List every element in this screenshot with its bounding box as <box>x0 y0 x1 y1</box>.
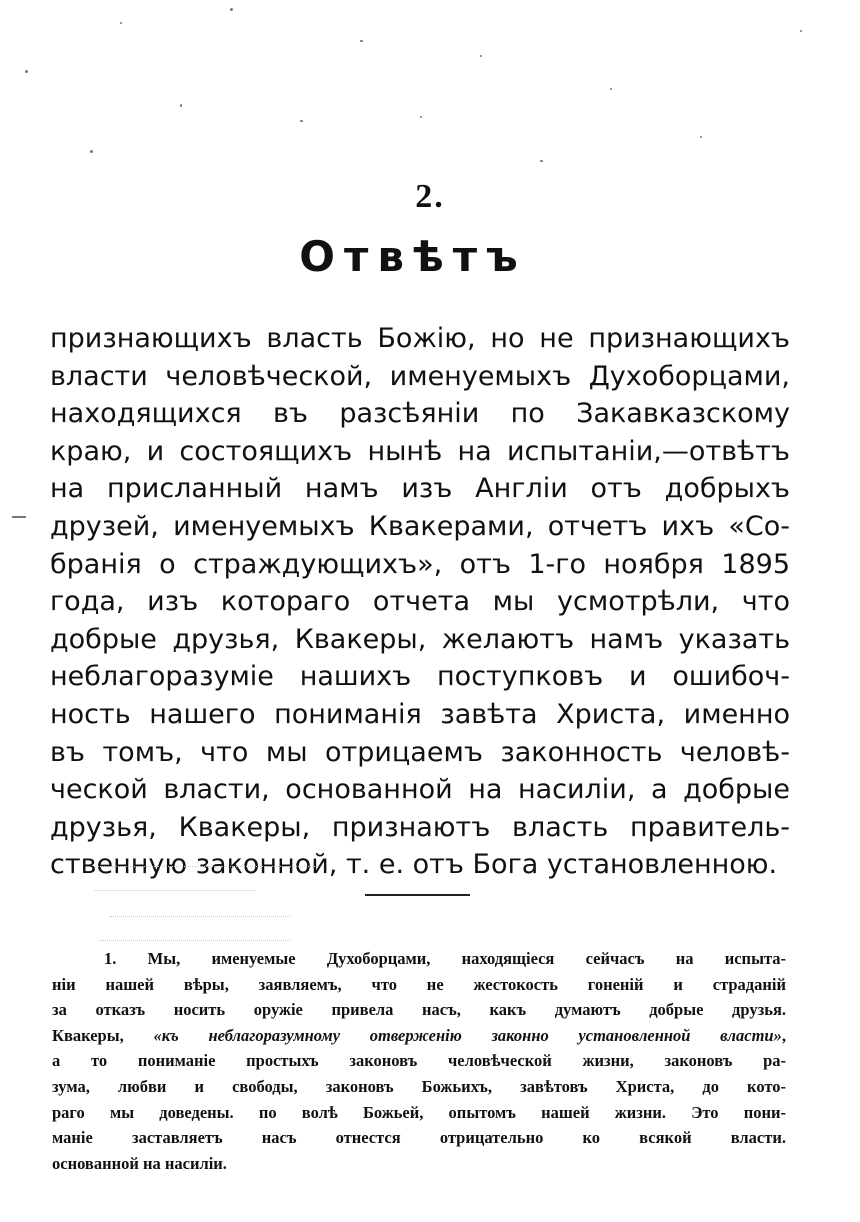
body-line: признающихъ власть Божiю, но не признающихъ <box>50 323 790 354</box>
body-line: ческой власти, основанной на насилiи, а добрые <box>50 774 790 806</box>
footnote-line <box>52 1023 786 1049</box>
body-line: ность нашего пониманiя завѣта Христа, именно <box>50 698 790 730</box>
footnote-line: зума, любви и свободы, законовъ Божьихъ, завѣтовъ Христа, до кото- <box>52 1076 786 1096</box>
body-line: находящихся въ разсѣянiи по Закавказскому <box>50 398 790 430</box>
body-line: добрые друзья, Квакеры, желаютъ намъ указать <box>50 623 790 655</box>
footnote-text: , <box>781 1025 786 1045</box>
body-line: на присланный намъ изъ Англiи отъ добрыхъ <box>50 473 790 505</box>
body-paragraph <box>50 320 790 884</box>
bleed-through-line <box>95 866 315 867</box>
footnote-text: Квакеры, <box>52 1025 154 1045</box>
body-line: въ томъ, что мы отрицаемъ законность человѣ- <box>50 736 790 768</box>
bleed-through-line <box>100 940 290 941</box>
body-line: власти человѣческой, именуемыхъ Духоборцами, <box>50 360 790 392</box>
footnote-line: раго мы доведены. по волѣ Божьей, опытомъ нашей жизни. Это пони- <box>52 1102 786 1122</box>
footnote-line: за отказъ носить оружiе привела насъ, какъ думаютъ добрые друзья. <box>52 1000 786 1020</box>
footnote <box>52 946 786 1176</box>
bleed-through-line <box>110 916 290 917</box>
body-line: друзей, именуемыхъ Квакерами, отчетъ ихъ «Со- <box>50 510 790 542</box>
footnote-line: 1. Мы, именуемые Духоборцами, находящiеся сейчасъ на испыта- <box>104 949 786 968</box>
body-line: года, изъ котораго отчета мы усмотрѣли, что <box>50 586 790 618</box>
body-line: ственную законной, т. е. отъ Бога установленною. <box>50 849 778 881</box>
page-number: 2. <box>415 178 445 215</box>
body-line: друзья, Квакеры, признаютъ власть правитель- <box>50 811 790 843</box>
bleed-through-line <box>95 890 255 891</box>
footnote-line: нiи нашей вѣры, заявляемъ, что не жестокость гоненiй и страданiй <box>52 974 786 994</box>
footnote-quote: «къ неблагоразумному отверженiю законно установленной власти» <box>153 1025 782 1045</box>
body-line: бранiя о страждующихъ», отъ 1-го ноября 1895 <box>50 548 790 580</box>
footnote-line: а то пониманiе простыхъ законовъ человѣческой жизни, законовъ ра- <box>52 1051 786 1071</box>
body-line: неблагоразумiе нашихъ поступковъ и ошибоч- <box>50 661 790 693</box>
page-title: Отвѣтъ <box>299 232 527 281</box>
footnote-divider <box>365 894 470 896</box>
body-line: краю, и состоящихъ нынѣ на испытанiи,—отвѣтъ <box>50 435 790 467</box>
footnote-line: манiе заставляетъ насъ отнестся отрицательно ко всякой власти. <box>52 1128 786 1148</box>
footnote-line: основанной на насилiи. <box>52 1153 227 1173</box>
